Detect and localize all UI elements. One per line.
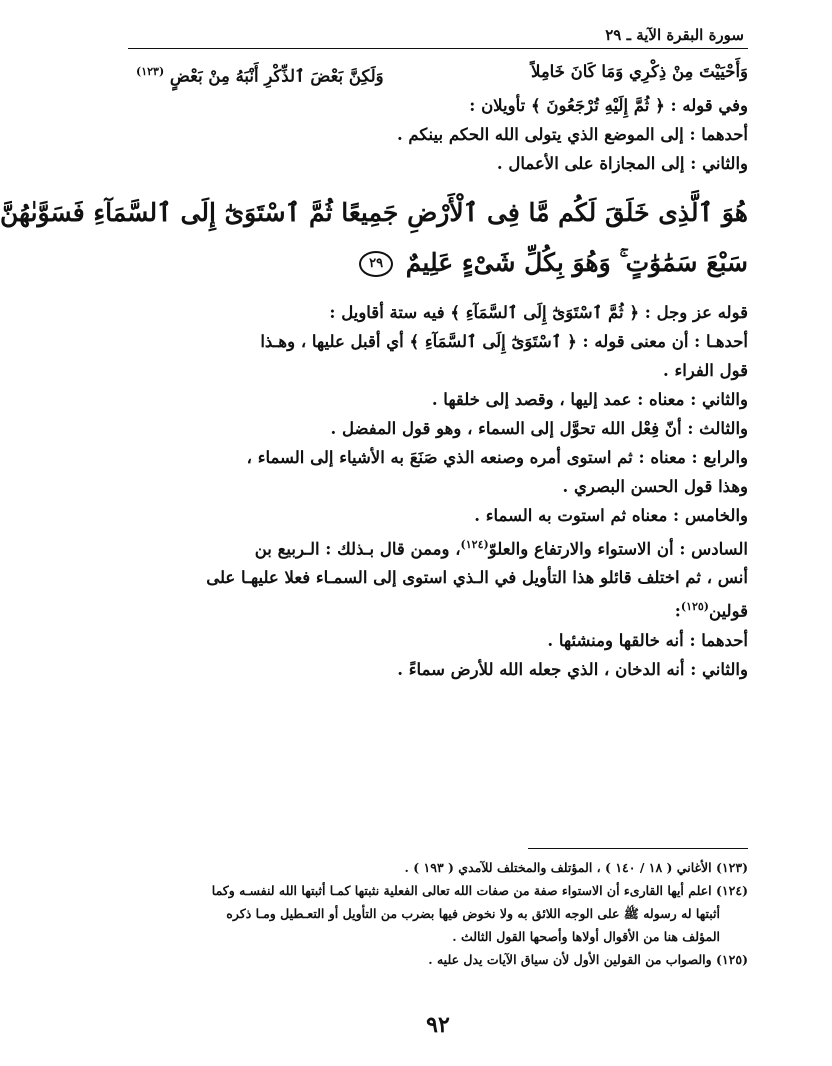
paragraph: قول الفراء . bbox=[662, 360, 748, 380]
footnote-124-cont: المؤلف هنا من الأقوال أولاها وأصحها القول الثالث . bbox=[452, 929, 720, 944]
running-title: سورة البقرة الآية ـ ٢٩ bbox=[605, 26, 744, 44]
footnote-124: (١٢٤) اعلم أيها القارىء أن الاستواء صفة من صفات الله تعالى الفعلية نثبتها كمـا أثبتها الله لنفسـه وكما bbox=[211, 883, 748, 898]
quran-verse-block bbox=[0, 188, 748, 288]
poem-hemistich-left: وَلَكِنَّ بَعْضَ ٱلذِّكْرِ أَنْبَهُ مِنْ بَعْضٍ $^{(١٢٣)}$ bbox=[136, 65, 384, 86]
footnote-ref: (١٢٤) bbox=[460, 537, 489, 551]
quran-line: سَبْعَ سَمَٰوَٰتٍ ۚ وَهُوَ بِكُلِّ شَىْءٍ عَلِيمٌ ٢٩ bbox=[128, 238, 748, 288]
page-number: ٩٢ bbox=[426, 1012, 450, 1038]
poem-hemistich-right: وَأَحْيَيْتَ مِنْ ذِكْرِي وَمَا كَانَ خَامِلاً bbox=[531, 62, 748, 81]
footnote-124-cont: أثبتها له رسوله ﷺ على الوجه اللائق به ولا نخوض فيها بضرب من التأويل أو التعـطيل ومـا ذكره bbox=[226, 906, 720, 921]
paragraph: وفي قوله : ﴿ ثُمَّ إِلَيْهِ تُرْجَعُونَ ﴾ تأويلان : bbox=[469, 95, 748, 115]
footnote-125: (١٢٥) والصواب من القولين الأول لأن سياق الآيات يدل عليه . bbox=[428, 952, 748, 967]
paragraph: أحدهما : أنه خالقها ومنشئها . bbox=[547, 630, 748, 650]
paragraph: قولين$^{(١٢٥)}$: bbox=[674, 600, 748, 621]
paragraph: أحدهـا : أن معنى قوله : ﴿ ٱسْتَوَىٰٓ إِلَى ٱلسَّمَآءِ ﴾ أي أقبل عليها ، وهـذا bbox=[260, 331, 748, 351]
paragraph: والخامس : معناه ثم استوت به السماء . bbox=[474, 505, 748, 525]
paragraph: والثالث : أنّ فِعْل الله تحوَّل إلى السماء ، وهو قول المفضل . bbox=[330, 418, 748, 438]
book-page bbox=[0, 22, 748, 1052]
paragraph: والرابع : معناه : ثم استوى أمره وصنعه الذي صَنَعَ به الأشياء إلى السماء ، bbox=[246, 447, 748, 467]
paragraph: أحدهما : إلى الموضع الذي يتولى الله الحكم بينكم . bbox=[396, 124, 748, 144]
paragraph: السادس : أن الاستواء والارتفاع والعلوّ$^{(١٢٤)}$، وممن قال بـذلك : الـربيع بن bbox=[254, 537, 748, 558]
quran-line: هُوَ ٱلَّذِى خَلَقَ لَكُم مَّا فِى ٱلْأَرْضِ جَمِيعًا ثُمَّ ٱسْتَوَىٰٓ إِلَى ٱلسَّمَآءِ فَسَوَّىٰهُنَّ bbox=[0, 197, 748, 227]
paragraph: والثاني : إلى المجازاة على الأعمال . bbox=[496, 153, 748, 173]
footnote-123: (١٢٣) الأغاني ( ١٨ / ١٤٠ ) ، المؤتلف والمختلف للآمدي ( ١٩٣ ) . bbox=[404, 860, 748, 875]
running-header bbox=[128, 22, 748, 49]
paragraph: والثاني : معناه : عمد إليها ، وقصد إلى خلقها . bbox=[431, 389, 748, 409]
footnote-divider bbox=[528, 848, 748, 849]
footnote-ref: (١٢٣) bbox=[136, 65, 165, 78]
footnote-ref: (١٢٥) bbox=[680, 600, 710, 613]
poem-verse bbox=[128, 57, 748, 91]
paragraph: وهذا قول الحسن البصري . bbox=[562, 476, 748, 496]
main-text bbox=[0, 57, 748, 684]
paragraph: قوله عز وجل : ﴿ ثُمَّ ٱسْتَوَىٰٓ إِلَى ٱلسَّمَآءِ ﴾ فيه ستة أقاويل : bbox=[329, 302, 748, 322]
ayah-number-marker: ٢٩ bbox=[359, 251, 393, 277]
paragraph: أنس ، ثم اختلف قائلو هذا التأويل في الـذي استوى إلى السمـاء فعلا عليهـا على bbox=[206, 568, 748, 587]
footnotes bbox=[128, 856, 748, 971]
paragraph: والثاني : أنه الدخان ، الذي جعله الله للأرض سماءً . bbox=[397, 659, 748, 679]
